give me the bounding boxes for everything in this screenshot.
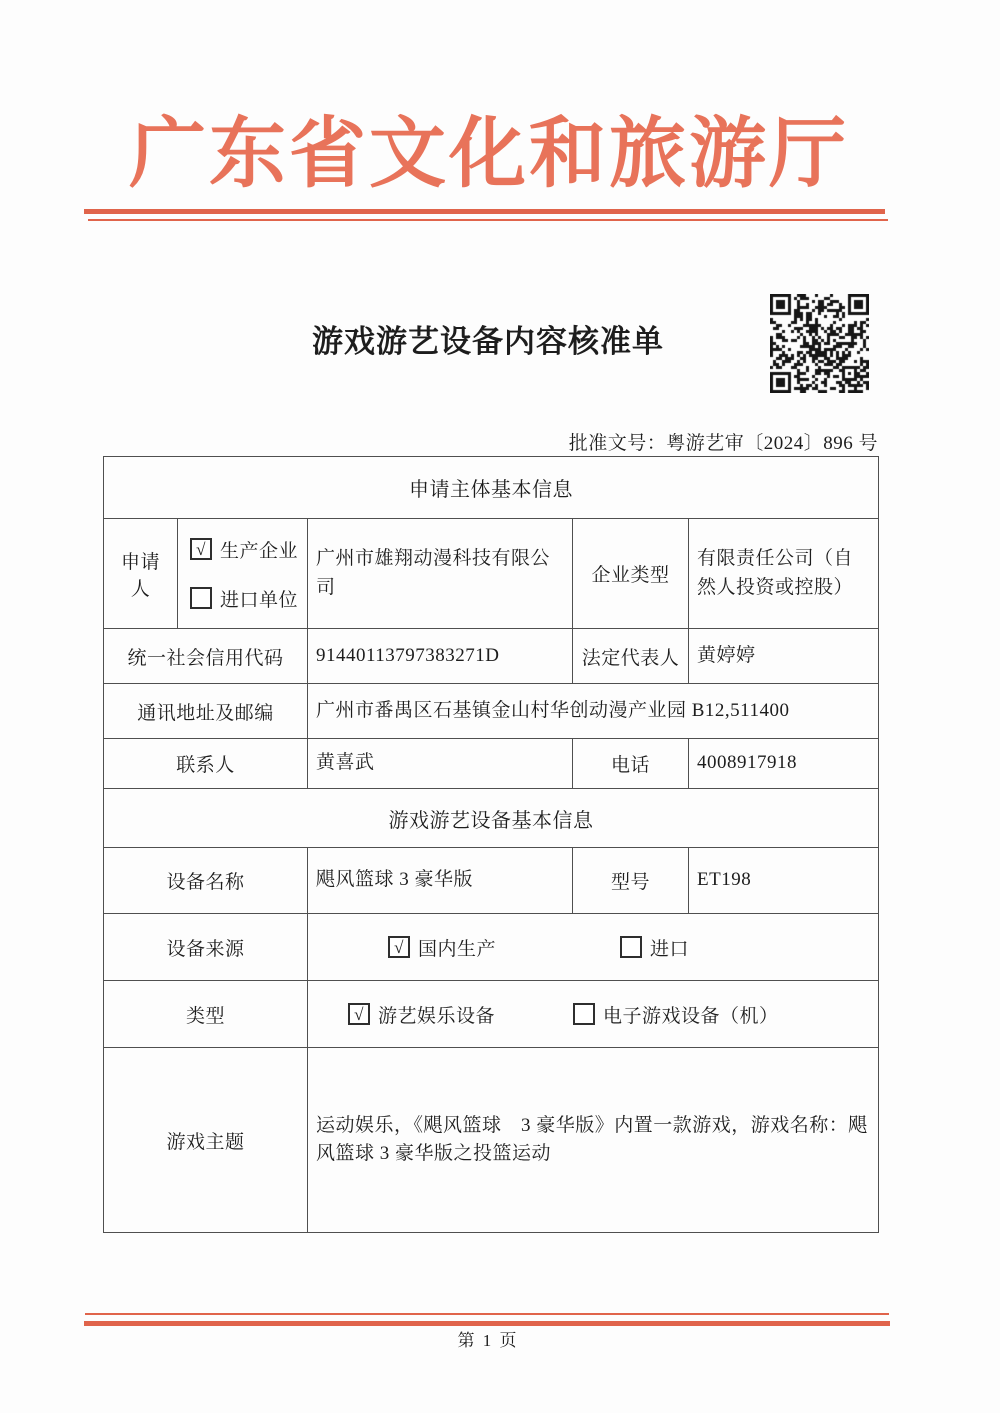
device-name-value: 飓风篮球 3 豪华版 [308, 848, 573, 914]
checkbox-importer-box[interactable] [190, 587, 212, 609]
approval-number [569, 428, 878, 455]
device-source-options [308, 914, 879, 981]
checkbox-amusement-label: 游艺娱乐设备 [378, 1005, 496, 1027]
device-name-label: 设备名称 [104, 848, 308, 914]
legal-rep-label: 法定代表人 [573, 629, 689, 684]
address-label: 通讯地址及邮编 [104, 684, 308, 739]
checkbox-producer-label: 生产企业 [220, 540, 299, 562]
agency-title: 广东省文化和旅游厅 [129, 111, 849, 197]
game-theme-value: 运动娱乐，《飓风篮球 3 豪华版》内置一款游戏，游戏名称：飓风篮球 3 豪华版之投篮运动 [308, 1048, 879, 1233]
checkbox-electronic-label: 电子游戏设备（机） [603, 1005, 779, 1027]
model-value: ET198 [689, 848, 879, 914]
game-theme-label: 游戏主题 [104, 1048, 308, 1233]
checkbox-imported-box[interactable] [620, 936, 642, 958]
contact-label: 联系人 [104, 739, 308, 789]
company-type-value: 有限责任公司（自然人投资或控股） [689, 519, 879, 629]
credit-code-value: 91440113797383271D [308, 629, 573, 684]
section-title-applicant-info: 申请主体基本信息 [104, 457, 879, 519]
company-type-label: 企业类型 [573, 519, 689, 629]
phone-label: 电话 [573, 739, 689, 789]
checkbox-imported-label: 进口 [650, 938, 690, 960]
checkmark-icon: √ [354, 1004, 364, 1024]
phone-value: 4008917918 [689, 739, 879, 789]
credit-code-label: 统一社会信用代码 [104, 629, 308, 684]
header-rule-thick [84, 209, 885, 214]
checkbox-electronic-box[interactable] [573, 1003, 595, 1025]
approval-value: 粤游艺审〔2024〕896 号 [666, 433, 878, 454]
header-rule-thin [88, 219, 888, 221]
device-type-options [308, 981, 879, 1048]
qr-code-icon [770, 294, 869, 393]
checkbox-importer[interactable] [190, 585, 299, 612]
checkbox-producer-box[interactable] [190, 538, 212, 560]
checkmark-icon: √ [196, 539, 206, 559]
page-number: 第 1 页 [457, 1331, 519, 1350]
applicant-label: 申请人 [104, 519, 178, 629]
footer-rule-thin [85, 1313, 889, 1315]
checkbox-domestic[interactable] [388, 934, 496, 961]
device-source-label: 设备来源 [104, 914, 308, 981]
applicant-type-options [178, 519, 308, 629]
checkbox-importer-label: 进口单位 [220, 589, 299, 611]
address-value: 广州市番禺区石基镇金山村华创动漫产业园 B12,511400 [308, 684, 879, 739]
checkbox-electronic[interactable] [573, 1001, 779, 1028]
device-type-label: 类型 [104, 981, 308, 1048]
model-label: 型号 [573, 848, 689, 914]
approval-form-table [103, 456, 879, 1233]
company-name: 广州市雄翔动漫科技有限公司 [308, 519, 573, 629]
checkbox-producer[interactable] [190, 536, 299, 563]
legal-rep-value: 黄婷婷 [689, 629, 879, 684]
contact-value: 黄喜武 [308, 739, 573, 789]
doc-title: 游戏游艺设备内容核准单 [312, 324, 664, 359]
checkbox-amusement-box[interactable] [348, 1003, 370, 1025]
section-title-device-info: 游戏游艺设备基本信息 [104, 789, 879, 848]
checkbox-domestic-box[interactable] [388, 936, 410, 958]
checkmark-icon: √ [394, 937, 404, 957]
approval-label: 批准文号： [568, 433, 667, 454]
checkbox-domestic-label: 国内生产 [418, 938, 497, 960]
checkbox-amusement[interactable] [348, 1001, 495, 1028]
checkbox-imported[interactable] [620, 934, 689, 961]
